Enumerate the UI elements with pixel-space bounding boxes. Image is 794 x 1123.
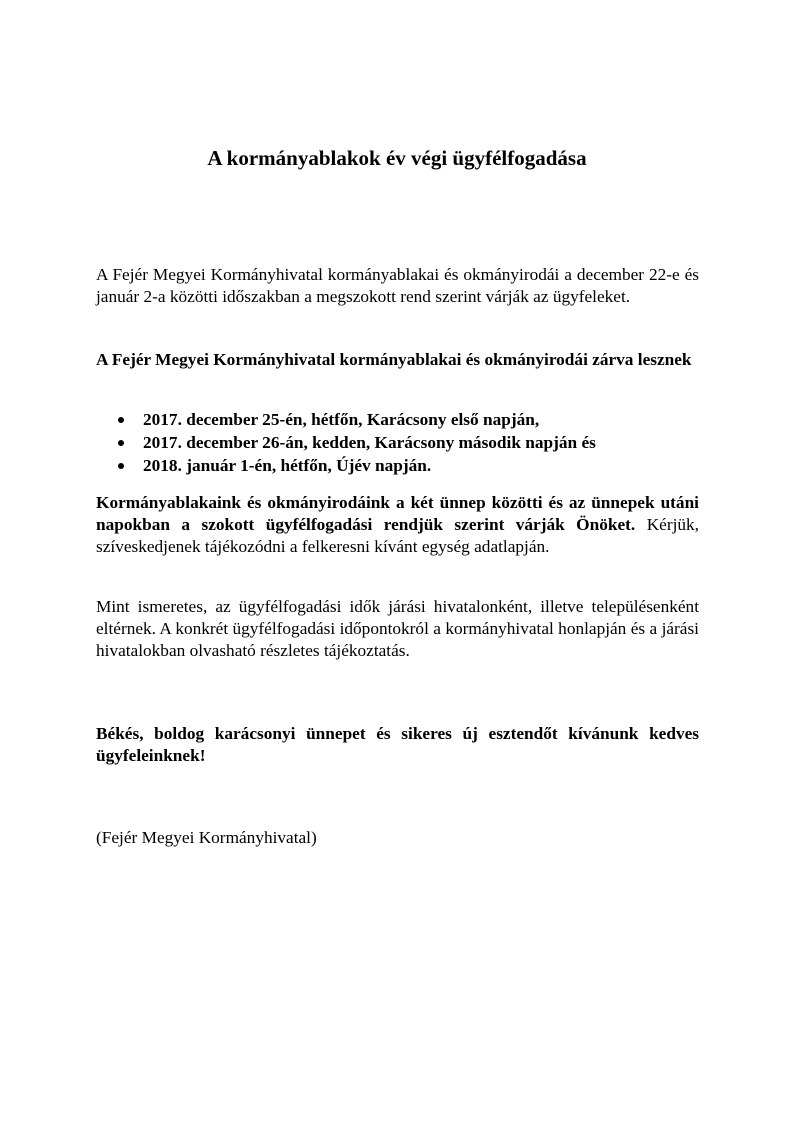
between-holidays-paragraph [96, 492, 699, 558]
between-holidays-bold: Kormányablakaink és okmányirodáink a két ünnep közötti és az ünnepek utáni napokban a szokott ügyfélfogadási rendjük szerint várják Önöket. [96, 493, 699, 534]
bullet-icon [118, 417, 124, 423]
greeting-paragraph: Békés, boldog karácsonyi ünnepet és sikeres új esztendőt kívánunk kedves ügyfeleinknek! [96, 724, 699, 765]
closure-date-item [96, 454, 699, 477]
closure-dates-list [96, 408, 699, 477]
closure-date-text: 2018. január 1-én, hétfőn, Újév napján. [143, 456, 432, 475]
document-title: A kormányablakok év végi ügyfélfogadása [207, 146, 587, 170]
signature: (Fejér Megyei Kormányhivatal) [96, 828, 317, 847]
info-paragraph: Mint ismeretes, az ügyfélfogadási idők járási hivatalonként, illetve településenként eltérnek. A konkrét ügyfélfogadási időpontokról a kormányhivatal honlapján és a járási hivatalokban olvasható részletes tájékoztatás. [96, 597, 699, 660]
intro-paragraph: A Fejér Megyei Kormányhivatal kormányablakai és okmányirodái a december 22-e és január 2-a közötti időszakban a megszokott rend szerint várják az ügyfeleket. [96, 265, 699, 306]
closure-date-item [96, 408, 699, 431]
between-holidays-normal: Kérjük, szíveskedjenek tájékozódni a felkeresni kívánt egység adatlapján. [96, 515, 699, 556]
closure-date-text: 2017. december 26-án, kedden, Karácsony második napján és [143, 433, 596, 452]
closure-heading: A Fejér Megyei Kormányhivatal kormányablakai és okmányirodái zárva lesznek [96, 350, 692, 369]
closure-date-item [96, 431, 699, 454]
closure-date-text: 2017. december 25-én, hétfőn, Karácsony első napján, [143, 410, 540, 429]
bullet-icon [118, 463, 124, 469]
bullet-icon [118, 440, 124, 446]
